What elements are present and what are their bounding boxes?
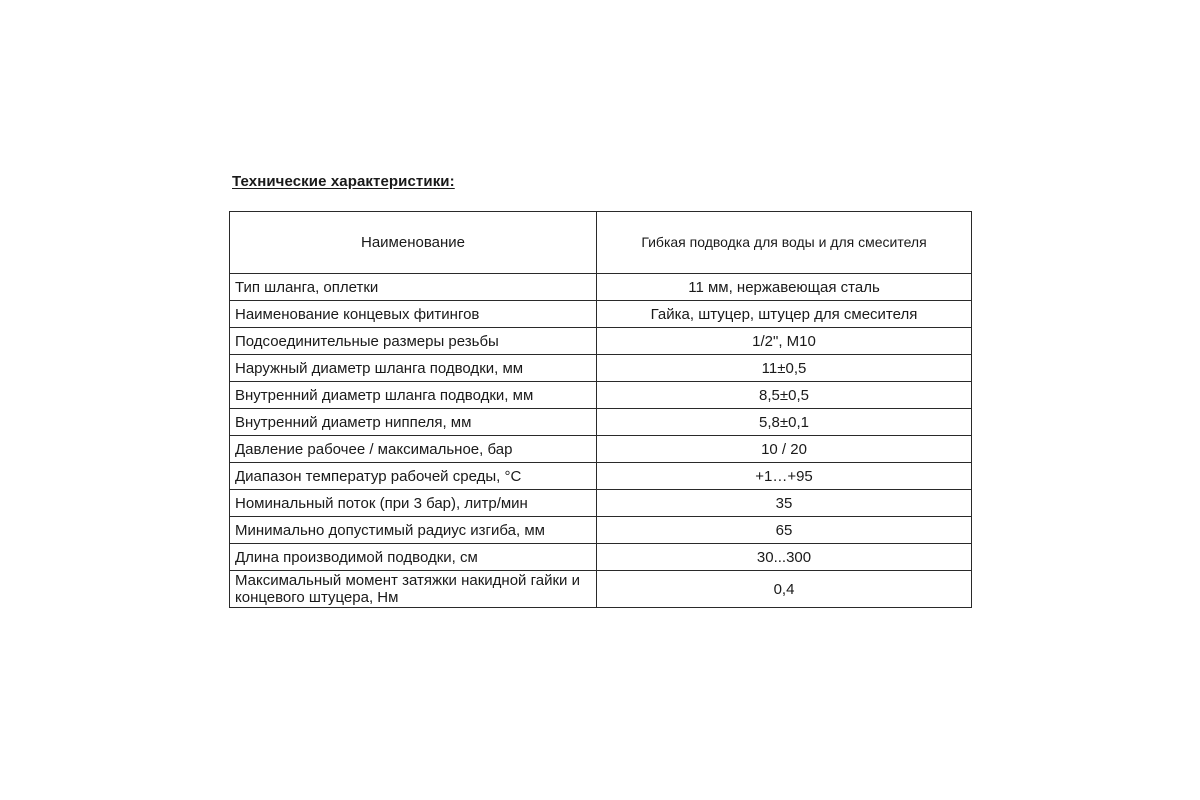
table-row [230,463,972,490]
header-product-cell: Гибкая подводка для воды и для смесителя [597,212,972,274]
table-row [230,544,972,571]
table-row [230,355,972,382]
row-value: 11 мм, нержавеющая сталь [597,274,972,301]
table-row [230,274,972,301]
table-row [230,571,972,608]
header-name-cell: Наименование [230,212,597,274]
row-name: Минимально допустимый радиус изгиба, мм [230,517,597,544]
row-value: 10 / 20 [597,436,972,463]
row-name: Подсоединительные размеры резьбы [230,328,597,355]
row-name: Наружный диаметр шланга подводки, мм [230,355,597,382]
row-value: +1…+95 [597,463,972,490]
row-value: 5,8±0,1 [597,409,972,436]
table-row [230,382,972,409]
row-name: Максимальный момент затяжки накидной гайки и концевого штуцера, Нм [230,571,597,608]
table-row [230,436,972,463]
row-name: Внутренний диаметр шланга подводки, мм [230,382,597,409]
table-row [230,409,972,436]
row-value: 30...300 [597,544,972,571]
row-value: 8,5±0,5 [597,382,972,409]
spec-title: Технические характеристики: [232,173,455,190]
row-value: Гайка, штуцер, штуцер для смесителя [597,301,972,328]
row-name: Тип шланга, оплетки [230,274,597,301]
table-row [230,328,972,355]
row-name: Номинальный поток (при 3 бар), литр/мин [230,490,597,517]
row-name: Наименование концевых фитингов [230,301,597,328]
row-name: Внутренний диаметр ниппеля, мм [230,409,597,436]
row-name: Длина производимой подводки, см [230,544,597,571]
row-value: 0,4 [597,571,972,608]
row-name: Диапазон температур рабочей среды, °С [230,463,597,490]
row-value: 1/2", М10 [597,328,972,355]
table-row [230,517,972,544]
table-row [230,301,972,328]
row-value: 11±0,5 [597,355,972,382]
row-value: 65 [597,517,972,544]
table-header-row [230,212,972,274]
row-name: Давление рабочее / максимальное, бар [230,436,597,463]
spec-table [229,211,972,608]
row-value: 35 [597,490,972,517]
table-row [230,490,972,517]
